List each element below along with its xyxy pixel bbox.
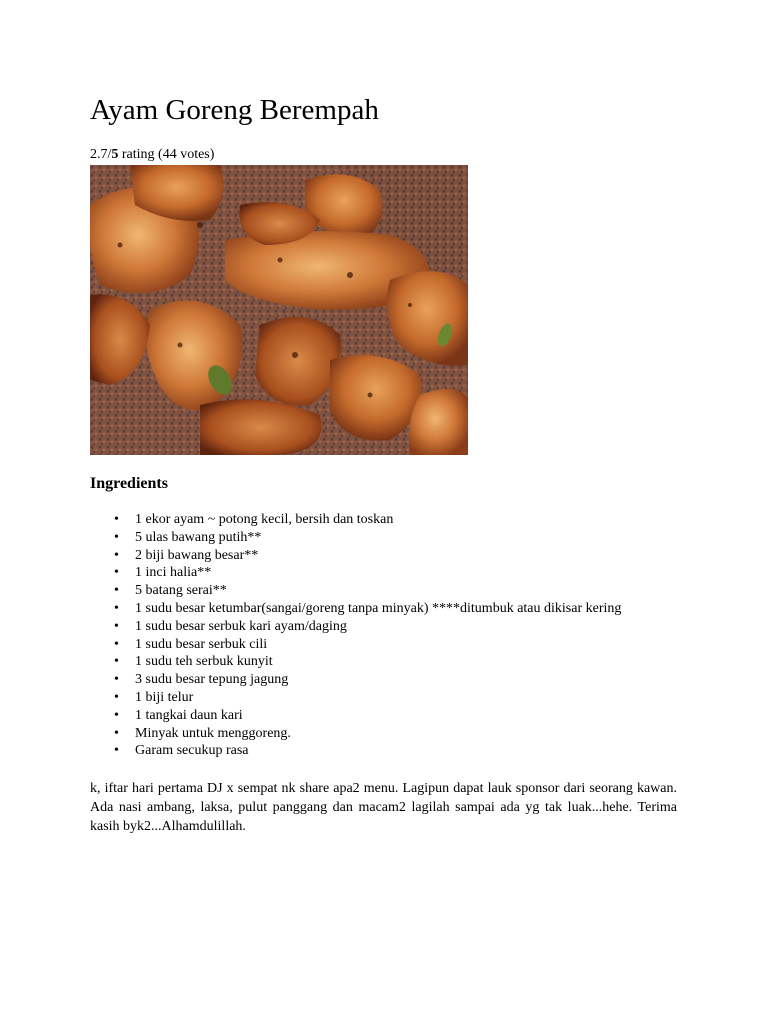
list-item: • 1 sudu teh serbuk kunyit — [135, 653, 695, 671]
ingredients-list — [90, 511, 695, 760]
rating-max: 5 — [111, 147, 119, 162]
list-item: • 2 biji bawang besar** — [135, 547, 695, 565]
list-item: • 1 ekor ayam ~ potong kecil, bersih dan toskan — [135, 511, 695, 529]
list-item: • 5 ulas bawang putih** — [135, 529, 695, 547]
list-item: • Minyak untuk menggoreng. — [135, 725, 695, 743]
list-item: • 1 sudu besar ketumbar(sangai/goreng tanpa minyak) ****ditumbuk atau dikisar kering — [135, 600, 695, 618]
ingredients-heading: Ingredients — [90, 475, 168, 492]
list-item: • 1 biji telur — [135, 689, 695, 707]
page-title: Ayam Goreng Berempah — [90, 94, 379, 126]
fried-chicken-photo — [90, 165, 468, 455]
list-item: • 3 sudu besar tepung jagung — [135, 671, 695, 689]
rating-value: 2.7/ — [90, 147, 112, 162]
list-item: • 1 inci halia** — [135, 564, 695, 582]
list-item: • 1 sudu besar serbuk kari ayam/daging — [135, 618, 695, 636]
list-item: • 1 tangkai daun kari — [135, 707, 695, 725]
list-item: • 1 sudu besar serbuk cili — [135, 636, 695, 654]
recipe-note: k, iftar hari pertama DJ x sempat nk share apa2 menu. Lagipun dapat lauk sponsor dari seorang kawan. Ada nasi ambang, laksa, pulut panggang dan macam2 lagilah sampai ada yg tak luak...hehe. Terima kasih byk2...Alhamdulillah. — [90, 781, 677, 834]
list-item: • 5 batang serai** — [135, 582, 695, 600]
rating-suffix: rating (44 votes) — [118, 147, 215, 162]
list-item: • Garam secukup rasa — [135, 742, 695, 760]
rating-line — [90, 146, 214, 164]
